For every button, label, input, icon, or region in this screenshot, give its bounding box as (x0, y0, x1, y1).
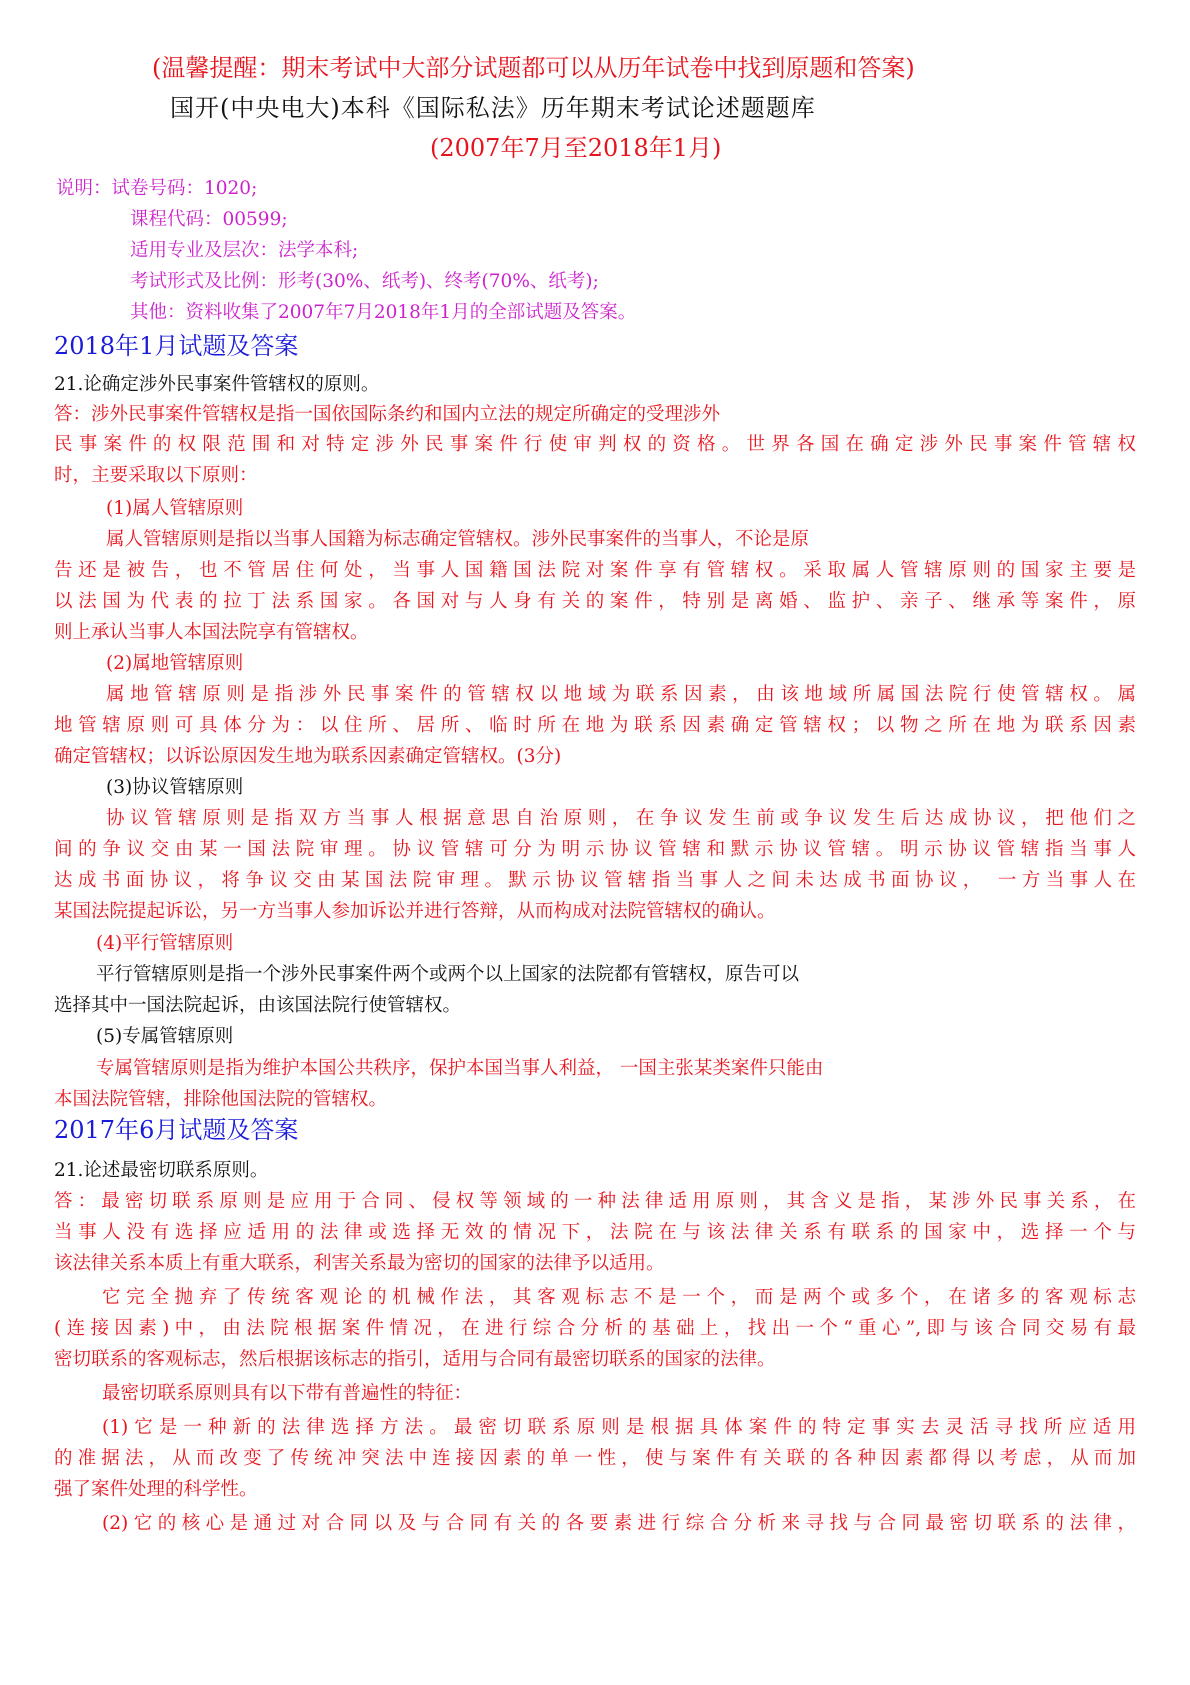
note-major-level: 适用专业及层次：法学本科; (130, 240, 359, 261)
answer-line: 时，主要采取以下原则： (54, 465, 258, 486)
answer-line: 当事人没有选择应适用的法律或选择无效的情况下，法院在与该法律关系有联系的国家中，选择一个与 (54, 1222, 1136, 1243)
note-exam-format: 考试形式及比例：形考(30%、纸考)、终考(70%、纸考); (130, 271, 599, 292)
answer-line: 答：涉外民事案件管辖权是指一国依国际条约和国内立法的规定所确定的受理涉外 (54, 404, 721, 425)
document-title: 国开(中央电大)本科《国际私法》历年期末考试论述题题库 (170, 94, 816, 122)
answer-line: 则上承认当事人本国法院享有管辖权。 (54, 622, 369, 643)
answer-line: (1)它是一种新的法律选择方法。最密切联系原则是根据具体案件的特定事实去灵活寻找所应适用 (102, 1417, 1136, 1438)
question-2017-06: 21.论述最密切联系原则。 (54, 1160, 269, 1181)
answer-line: 地管辖原则可具体分为：以住所、居所、临时所在地为联系因素确定管辖权；以物之所在地为联系因素 (54, 715, 1136, 736)
subheading-personal-jurisdiction: (1)属人管辖原则 (106, 498, 244, 519)
answer-line: 确定管辖权；以诉讼原因发生地为联系因素确定管辖权。(3分) (54, 746, 562, 767)
section-heading-2018-01: 2018年1月试题及答案 (54, 332, 299, 360)
answer-line: 该法律关系本质上有重大联系，利害关系最为密切的国家的法律予以适用。 (54, 1253, 665, 1274)
answer-line: (2)它的核心是通过对合同以及与合同有关的各要素进行综合分析来寻找与合同最密切联系的法律， (102, 1513, 1136, 1534)
section-heading-2017-06: 2017年6月试题及答案 (54, 1116, 299, 1144)
answer-line: 告还是被告，也不管居住何处，当事人国籍国法院对案件享有管辖权。采取属人管辖原则的国家主要是 (54, 560, 1136, 581)
answer-line: 最密切联系原则具有以下带有普遍性的特征： (102, 1383, 473, 1404)
answer-line: 专属管辖原则是指为维护本国公共秩序，保护本国当事人利益， 一国主张某类案件只能由 (96, 1058, 824, 1079)
answer-line: 它完全抛弃了传统客观论的机械作法，其客观标志不是一个，而是两个或多个，在诸多的客观标志 (102, 1287, 1136, 1308)
date-range: (2007年7月至2018年1月) (430, 134, 722, 162)
answer-line: 间的争议交由某一国法院审理。协议管辖可分为明示协议管辖和默示协议管辖。明示协议管辖指当事人 (54, 839, 1136, 860)
answer-line: 民事案件的权限范围和对特定涉外民事案件行使审判权的资格。世界各国在确定涉外民事案件管辖权 (54, 434, 1136, 455)
answer-line: 达成书面协议，将争议交由某国法院审理。默示协议管辖指当事人之间未达成书面协议， 一方当事人在 (54, 870, 1136, 891)
note-course-code: 课程代码：00599; (130, 209, 288, 230)
note-exam-number: 说明：试卷号码：1020; (56, 178, 258, 199)
answer-line: 协议管辖原则是指双方当事人根据意思自治原则，在争议发生前或争议发生后达成协议，把他们之 (106, 808, 1136, 829)
reminder-line: (温馨提醒：期末考试中大部分试题都可以从历年试卷中找到原题和答案) (152, 54, 915, 82)
subheading-parallel-jurisdiction: (4)平行管辖原则 (96, 933, 234, 954)
answer-line: 的准据法，从而改变了传统冲突法中连接因素的单一性，使与案件有关联的各种因素都得以考虑，从而加 (54, 1448, 1136, 1469)
answer-line: 密切联系的客观标志，然后根据该标志的指引，适用与合同有最密切联系的国家的法律。 (54, 1349, 776, 1370)
subheading-agreement-jurisdiction: (3)协议管辖原则 (106, 777, 244, 798)
answer-line: (连接因素)中，由法院根据案件情况，在进行综合分析的基础上，找出一个“重心”,即与该合同交易有最 (54, 1318, 1136, 1339)
answer-line: 属地管辖原则是指涉外民事案件的管辖权以地域为联系因素，由该地域所属国法院行使管辖权。属 (106, 684, 1136, 705)
answer-line: 选择其中一国法院起诉，由该国法院行使管辖权。 (54, 995, 462, 1016)
answer-line: 答：最密切联系原则是应用于合同、侵权等领域的一种法律适用原则，其含义是指，某涉外民事关系，在 (54, 1191, 1136, 1212)
answer-line: 强了案件处理的科学性。 (54, 1479, 258, 1500)
subheading-exclusive-jurisdiction: (5)专属管辖原则 (96, 1026, 234, 1047)
note-other: 其他：资料收集了2007年7月2018年1月的全部试题及答案。 (130, 302, 637, 323)
answer-line: 以法国为代表的拉丁法系国家。各国对与人身有关的案件，特别是离婚、监护、亲子、继承等案件，原 (54, 591, 1136, 612)
answer-line: 属人管辖原则是指以当事人国籍为标志确定管辖权。涉外民事案件的当事人，不论是原 (106, 529, 810, 550)
answer-line: 本国法院管辖，排除他国法院的管辖权。 (54, 1089, 388, 1110)
answer-line: 某国法院提起诉讼，另一方当事人参加诉讼并进行答辩，从而构成对法院管辖权的确认。 (54, 901, 776, 922)
answer-line: 平行管辖原则是指一个涉外民事案件两个或两个以上国家的法院都有管辖权，原告可以 (96, 964, 800, 985)
question-2018-01: 21.论确定涉外民事案件管辖权的原则。 (54, 374, 380, 395)
subheading-territorial-jurisdiction: (2)属地管辖原则 (106, 653, 244, 674)
